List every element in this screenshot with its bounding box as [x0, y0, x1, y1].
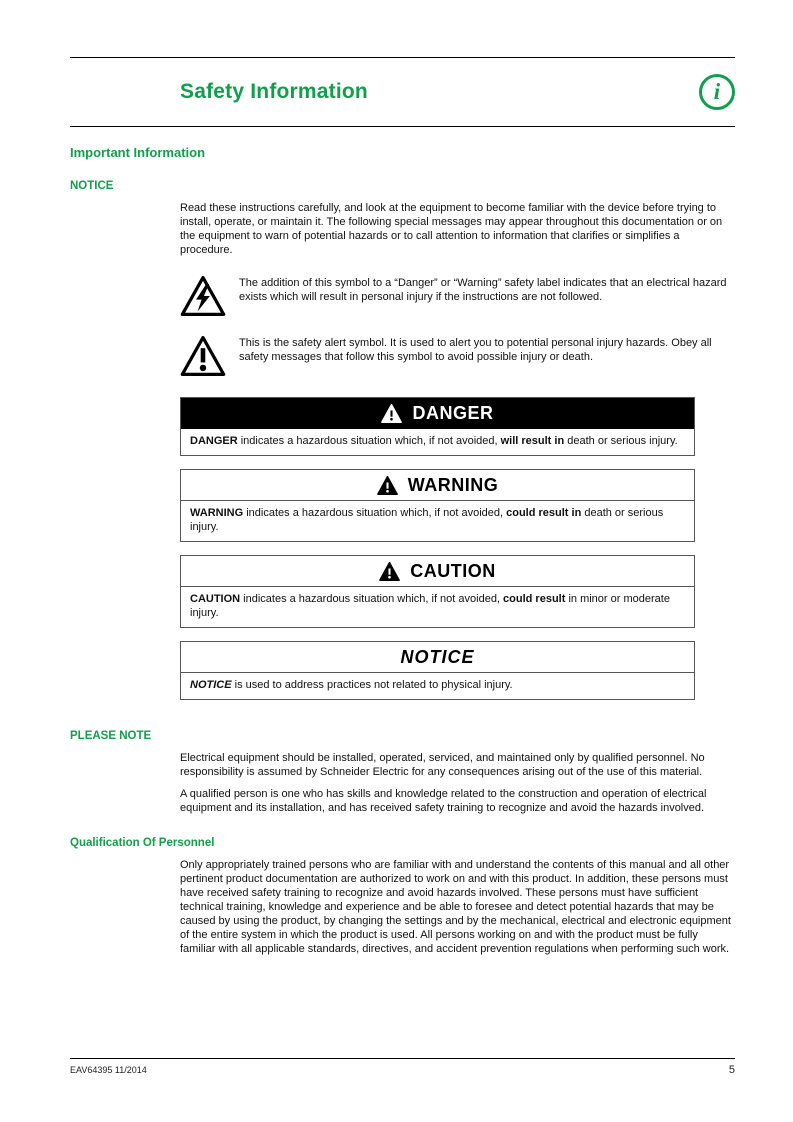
notice-lead: NOTICE: [190, 679, 232, 691]
info-icon-glyph: i: [713, 79, 721, 104]
header-rule-bottom: [70, 126, 735, 127]
page-number: 5: [728, 1064, 735, 1076]
qualification-content: [180, 858, 735, 956]
notice-paragraph: Read these instructions carefully, and look at the equipment to become familiar with the device before trying to install, operate, or maintain it. The following special messages may appear throughout this documentation or on the equipment to warn of potential hazards or to call attention to information that clarifies or simplifies a procedure.: [180, 202, 723, 256]
please-note-content: [180, 751, 735, 815]
danger-emphasis: will result in: [500, 435, 565, 447]
danger-lead: DANGER: [190, 435, 238, 447]
notice-section-content: [180, 201, 735, 700]
caution-tail: in minor or moderate injury.: [190, 593, 670, 619]
warning-box: [180, 469, 695, 542]
safety-alert-text: This is the safety alert symbol. It is used to alert you to potential personal injury hazards. Obey all safety messages that follow this symbol to avoid possible injury or death.: [239, 337, 712, 363]
warning-box-title: WARNING: [407, 475, 499, 495]
warning-tail: death or serious injury.: [190, 507, 664, 533]
notice-box: [180, 641, 695, 700]
danger-tail: death or serious injury.: [564, 435, 678, 447]
danger-box-body: [181, 429, 694, 455]
safety-alert-row: [180, 334, 735, 377]
footer-row: [70, 1064, 735, 1076]
notice-box-body: [181, 673, 694, 699]
section-heading-important-information: Important Information: [70, 145, 206, 160]
caution-box-header: [181, 556, 694, 587]
caution-lead: CAUTION: [190, 593, 241, 605]
section-heading-please-note: PLEASE NOTE: [70, 730, 152, 742]
notice-box-header: [181, 642, 694, 673]
danger-box-header: [181, 398, 694, 429]
caution-mid: indicates a hazardous situation which, if not avoided,: [240, 593, 504, 605]
please-note-paragraph-1: Electrical equipment should be installed, operated, serviced, and maintained only by qualified personnel. No responsibility is assumed by Schneider Electric for any consequences arising out of the use of this material.: [180, 752, 705, 778]
notice-box-title: NOTICE: [400, 647, 475, 667]
title-row: [70, 58, 735, 126]
caution-box-title: CAUTION: [410, 561, 496, 581]
caution-emphasis: could result: [503, 593, 566, 605]
electrical-hazard-text: The addition of this symbol to a “Danger” or “Warning” safety label indicates that an electrical hazard exists which will result in personal injury if the instructions are not followed.: [239, 277, 727, 303]
danger-box-title: DANGER: [412, 403, 494, 423]
danger-mid: indicates a hazardous situation which, if not avoided,: [237, 435, 501, 447]
page-title: Safety Information: [180, 80, 368, 103]
notice-tail: is used to address practices not related to physical injury.: [231, 679, 513, 691]
warning-lead: WARNING: [190, 507, 244, 519]
page-footer: [70, 1058, 735, 1076]
caution-box-body: [181, 587, 694, 627]
qualification-paragraph: Only appropriately trained persons who are familiar with and understand the contents of this manual and all other pertinent product documentation are authorized to work on and with this product. In addition, these persons must have received safety training to recognize and avoid hazards involved. These persons must have sufficient technical training, knowledge and experience and be able to foresee and detect potential hazards that may be caused by using the product, by changing the settings and by the mechanical, electrical and electronic equipment of the entire system in which the product is used. All persons working on and with the product must be fully familiar with all applicable standards, directives, and accident prevention regulations when performing such work.: [180, 859, 731, 955]
info-icon: [699, 74, 735, 110]
warning-emphasis: could result in: [506, 507, 582, 519]
document-reference: EAV64395 11/2014: [70, 1065, 147, 1075]
danger-box: [180, 397, 695, 456]
caution-box: [180, 555, 695, 628]
warning-triangle-icon: [377, 476, 398, 495]
please-note-paragraph-2: A qualified person is one who has skills and knowledge related to the construction and operation of electrical equipment and its installation, and has received safety training to recognize and avoid the hazards involved.: [180, 788, 707, 814]
electrical-hazard-icon: [180, 275, 226, 317]
warning-triangle-icon: [379, 562, 400, 581]
warning-box-body: [181, 501, 694, 541]
warning-triangle-icon: [381, 404, 402, 423]
safety-alert-icon: [180, 335, 226, 377]
warning-mid: indicates a hazardous situation which, if not avoided,: [243, 507, 507, 519]
warning-box-header: [181, 470, 694, 501]
section-heading-qualification: Qualification Of Personnel: [70, 837, 215, 849]
footer-rule: [70, 1058, 735, 1059]
electrical-hazard-row: [180, 274, 735, 317]
section-heading-notice: NOTICE: [70, 180, 114, 192]
